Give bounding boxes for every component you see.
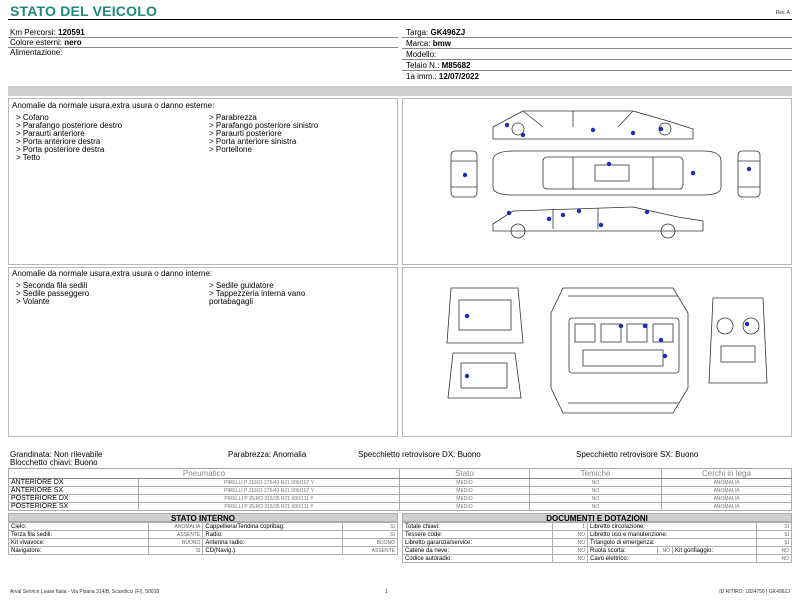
table-row: [403, 539, 792, 547]
targa-field: [406, 28, 465, 37]
stato-interno-title: STATO INTERNO: [8, 513, 398, 522]
list-item: > Porta anteriore destra: [16, 137, 101, 146]
tyre-position: ANTERIORE SX: [9, 487, 139, 495]
cell-label: Libretto circolazione:: [588, 523, 757, 531]
cell-value: NO: [757, 555, 792, 563]
table-row: [9, 547, 398, 555]
tyres-header-stato: Stato: [400, 469, 530, 479]
cell-value: ASSENTE: [343, 547, 398, 555]
tyre-model: PIRELLI P ZERO 275/40 R21 000/107 Y: [139, 479, 400, 487]
cell-label: Libretto uso e manutenzione:: [588, 531, 757, 539]
tyre-model: PIRELLI P ZERO 275/40 R21 000/107 Y: [139, 487, 400, 495]
internal-list-left: [16, 282, 206, 306]
tyre-stato: MEDIO: [400, 495, 530, 503]
marca-value: bmw: [432, 39, 451, 48]
grandinata-status: Grandinata: Non rilevabile: [10, 450, 103, 459]
car-rear-view: [738, 151, 760, 197]
car-interior-diagram: [403, 268, 791, 436]
colore-label: Colore esterni:: [10, 38, 63, 47]
table-row: [403, 523, 792, 531]
imm-label: 1a imm.:: [406, 72, 437, 81]
tyre-cerchi: ANOMALIA: [662, 503, 792, 511]
list-item: > Paraurti anteriore: [16, 129, 85, 138]
internal-list-right: [209, 282, 397, 306]
colore-value: nero: [64, 38, 82, 47]
tyre-position: ANTERIORE DX: [9, 479, 139, 487]
interior-top-view: [551, 288, 688, 413]
cell-value: SI: [757, 539, 792, 547]
section-band: [8, 86, 792, 96]
table-row: [403, 547, 792, 555]
damage-markers: [463, 123, 751, 227]
cell-label: Cavo elettrico:: [588, 555, 757, 563]
tyre-temiche: NO: [530, 503, 662, 511]
cell-value: 1: [553, 523, 588, 531]
list-item: > Cofano: [16, 113, 49, 122]
tyre-stato: MEDIO: [400, 487, 530, 495]
footer-page-number: 1: [385, 589, 388, 595]
imm-value: 12/07/2022: [438, 72, 479, 81]
cell-label: Kit vivavoce:: [9, 539, 149, 547]
list-item: > Parafango posteriore sinistro: [209, 121, 319, 130]
tyres-header-pneumatico: Pneumatico: [9, 469, 400, 479]
car-side-view: [493, 207, 703, 238]
alimentazione-label: Alimentazione:: [10, 48, 63, 57]
marca-label: Marca:: [406, 39, 431, 48]
external-list-left: [16, 114, 206, 162]
tyre-temiche: NO: [530, 495, 662, 503]
header-divider: [8, 19, 792, 20]
list-item: > Sedile passeggero: [16, 289, 90, 298]
list-item: > Paraurti posteriore: [209, 129, 282, 138]
alimentazione-field: [10, 48, 62, 57]
cell-value: NO: [553, 547, 588, 555]
external-list-right: [209, 114, 397, 154]
cell-value: ASSENTE: [148, 531, 203, 539]
blocchetto-status: Blocchetto chiavi: Buono: [10, 458, 98, 467]
tyre-model: PIRELLI P ZERO 315/35 R21 000/111 Y: [139, 503, 400, 511]
footer-company: Arval Service Lease Italia - Via Pisana 314/B, Scandicci (FI), 50018: [10, 589, 160, 595]
modello-field: [406, 50, 436, 59]
table-row: [403, 531, 792, 539]
stato-interno-table: [8, 522, 398, 555]
page-title: STATO DEL VEICOLO: [10, 3, 158, 19]
list-item: > Porta posteriore destra: [16, 145, 105, 154]
car-exterior-diagram: [403, 99, 791, 264]
tyres-table: [8, 468, 792, 511]
cell-label: Antenna radio:: [203, 539, 343, 547]
cell-label: Triangolo di emergenza:: [588, 539, 757, 547]
cell-value: NO: [658, 547, 673, 555]
km-label: Km Percorsi:: [10, 28, 56, 37]
km-field: [10, 28, 85, 37]
interior-dashboard-view: [709, 298, 767, 383]
cell-value: BUONO: [343, 539, 398, 547]
specchietto-sx-status: Specchietto retrovisore SX: Buono: [576, 450, 699, 459]
revision-label: Rev. A: [775, 10, 790, 16]
cell-label: Ruota scorta:: [588, 547, 658, 555]
internal-diagram-panel: [402, 267, 792, 437]
tyre-position: POSTERIORE SX: [9, 503, 139, 511]
prima-immatricolazione-field: [406, 72, 479, 81]
tyre-stato: MEDIO: [400, 479, 530, 487]
tyre-stato: MEDIO: [400, 503, 530, 511]
table-row: [9, 523, 398, 531]
cell-value: NO: [553, 531, 588, 539]
cell-value: BUONO: [148, 539, 203, 547]
cell-label: Libretto garanzia/service:: [403, 539, 553, 547]
list-item: > Parabrezza: [209, 113, 257, 122]
car-roof-view: [493, 151, 721, 195]
cell-label: Cielo:: [9, 523, 149, 531]
list-item: > Portellone: [209, 145, 252, 154]
tyres-header-cerchi: Cerchi in lega: [662, 469, 792, 479]
cell-label: Navigatore:: [9, 547, 149, 555]
cell-label: Cappelliera/Tendina copribag:: [203, 523, 343, 531]
internal-damage-title: Anomalie da normale usura,extra usura o danno interne:: [12, 269, 213, 278]
documenti-title: DOCUMENTI E DOTAZIONI: [402, 513, 792, 522]
cell-label: Kit gonfiaggio:: [673, 547, 757, 555]
footer-id: ID RITIRO: 1824756 | GK496ZJ: [719, 589, 790, 595]
cell-value: NO: [553, 539, 588, 547]
cell-value: SI: [757, 531, 792, 539]
list-item: portabagagli: [209, 297, 254, 306]
cell-value: SI: [757, 523, 792, 531]
cell-label: Catene da neve:: [403, 547, 553, 555]
row-divider: [402, 70, 792, 71]
cell-label: Tessere code:: [403, 531, 553, 539]
documenti-table: [402, 522, 792, 563]
tyre-cerchi: ANOMALIA: [662, 495, 792, 503]
interior-damage-markers: [465, 314, 749, 378]
modello-label: Modello:: [406, 50, 437, 59]
cell-value: NO: [757, 547, 792, 555]
table-row: [9, 503, 792, 511]
interior-front-view: [447, 288, 523, 398]
table-row: [9, 487, 792, 495]
cell-value: ANOMALIA: [148, 523, 203, 531]
external-damage-title: Anomalie da normale usura,extra usura o danno esterne:: [12, 101, 215, 110]
table-row: [9, 531, 398, 539]
cell-value: SI: [148, 547, 203, 555]
list-item: > Volante: [16, 297, 50, 306]
telaio-label: Telaio N.:: [406, 61, 440, 70]
specchietto-dx-status: Specchietto retrovisore DX: Buono: [358, 450, 481, 459]
list-item: > Porta anteriore sinistra: [209, 137, 297, 146]
cell-label: Terza fila sedili:: [9, 531, 149, 539]
tyre-position: POSTERIORE DX: [9, 495, 139, 503]
list-item: > Tetto: [16, 153, 41, 162]
cell-label: Codice autoradio:: [403, 555, 553, 563]
cell-label: CD(Navig.):: [203, 547, 343, 555]
km-value: 120591: [58, 28, 85, 37]
cell-value: SI: [343, 531, 398, 539]
row-divider: [8, 47, 398, 48]
list-item: > Tappezzeria interna vano: [209, 289, 306, 298]
table-row: [403, 555, 792, 563]
table-row: [9, 539, 398, 547]
tyre-temiche: NO: [530, 479, 662, 487]
cell-label: Radio:: [203, 531, 343, 539]
targa-label: Targa:: [406, 28, 429, 37]
marca-field: [406, 39, 451, 48]
cell-value: NO: [553, 555, 588, 563]
tyre-temiche: NO: [530, 487, 662, 495]
colore-field: [10, 38, 82, 47]
cell-value: SI: [343, 523, 398, 531]
external-diagram-panel: [402, 98, 792, 265]
tyres-header-temiche: Temiche: [530, 469, 662, 479]
tyre-cerchi: ANOMALIA: [662, 479, 792, 487]
row-divider: [402, 59, 792, 60]
cell-label: Totale chiavi:: [403, 523, 553, 531]
telaio-value: M85682: [441, 61, 471, 70]
list-item: > Seconda fila sedili: [16, 281, 88, 290]
targa-value: GK496ZJ: [430, 28, 466, 37]
row-divider: [402, 37, 792, 38]
row-divider: [402, 48, 792, 49]
tyre-cerchi: ANOMALIA: [662, 487, 792, 495]
list-item: > Sedile guidatore: [209, 281, 274, 290]
table-row: [9, 479, 792, 487]
list-item: > Parafango posteriore destro: [16, 121, 123, 130]
table-row: [9, 495, 792, 503]
telaio-field: [406, 61, 471, 70]
parabrezza-status: Parabrezza: Anomalia: [228, 450, 307, 459]
tyre-model: PIRELLI P ZERO 315/35 R21 000/111 Y: [139, 495, 400, 503]
